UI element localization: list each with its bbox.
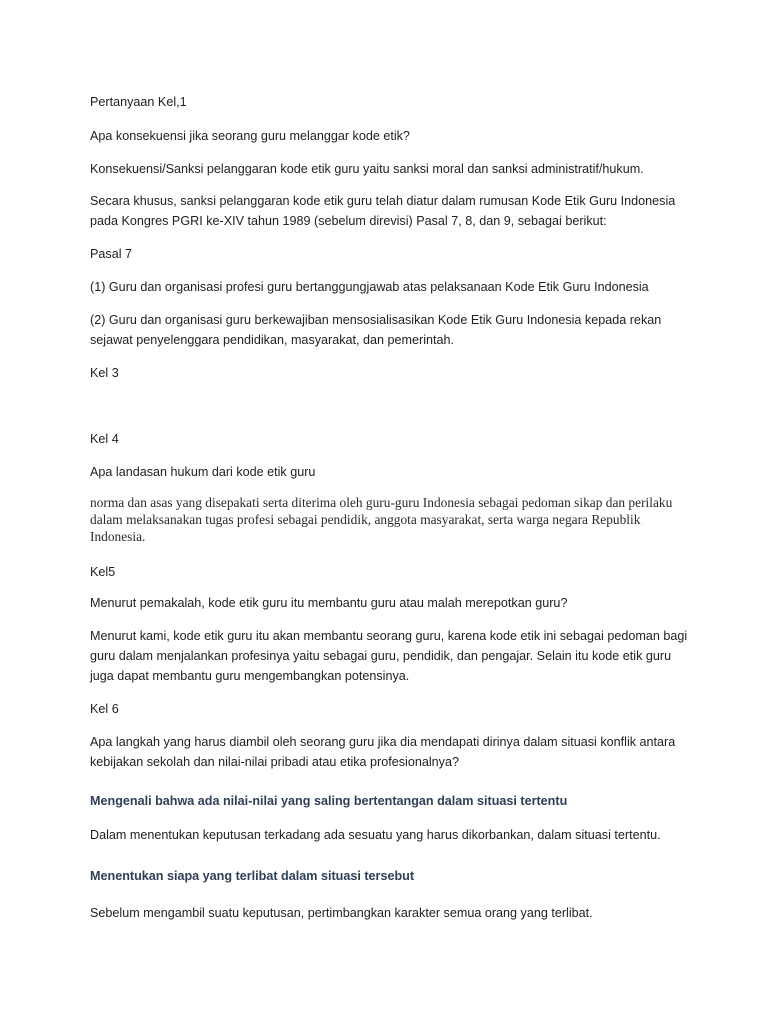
group-4-heading: Kel 4 <box>90 432 119 446</box>
question-1: Apa konsekuensi jika seorang guru melanggar kode etik? <box>90 129 410 143</box>
group-6-heading: Kel 6 <box>90 702 119 716</box>
question-4: Apa landasan hukum dari kode etik guru <box>90 465 316 479</box>
answer-5: Menurut kami, kode etik guru itu akan membantu seorang guru, karena kode etik ini sebagai pedoman bagi guru dalam menjalankan profesinya yaitu sebagai guru, pendidik, dan pengajar. Selain itu kode etik guru juga dapat membantu guru mengembangkan potensinya. <box>90 629 688 683</box>
step-1-text: Dalam menentukan keputusan terkadang ada sesuatu yang harus dikorbankan, dalam situasi tertentu. <box>90 828 661 842</box>
step-2-text: Sebelum mengambil suatu keputusan, pertimbangkan karakter semua orang yang terlibat. <box>90 906 593 920</box>
answer-1-detail: Secara khusus, sanksi pelanggaran kode etik guru telah diatur dalam rumusan Kode Etik Guru Indonesia pada Kongres PGRI ke-XIV tahun 1989 (sebelum direvisi) Pasal 7, 8, dan 9, sebagai berikut: <box>90 194 676 228</box>
step-2-heading: Menentukan siapa yang terlibat dalam situasi tersebut <box>90 869 415 883</box>
answer-1: Konsekuensi/Sanksi pelanggaran kode etik guru yaitu sanksi moral dan sanksi administratif/hukum. <box>90 162 644 176</box>
answer-4: norma dan asas yang disepakati serta diterima oleh guru-guru Indonesia sebagai pedoman sikap dan perilaku dalam melaksanakan tugas profesi sebagai pendidik, anggota masyarakat, serta warga negara Republik Indonesia. <box>90 495 673 544</box>
question-5: Menurut pemakalah, kode etik guru itu membantu guru atau malah merepotkan guru? <box>90 596 568 610</box>
group-1-heading: Pertanyaan Kel,1 <box>90 95 187 109</box>
question-6: Apa langkah yang harus diambil oleh seorang guru jika dia mendapati dirinya dalam situasi konflik antara kebijakan sekolah dan nilai-nilai pribadi atau etika profesionalnya? <box>90 735 676 769</box>
group-3-heading: Kel 3 <box>90 366 119 380</box>
group-5-heading: Kel5 <box>90 565 116 579</box>
step-1-heading: Mengenali bahwa ada nilai-nilai yang saling bertentangan dalam situasi tertentu <box>90 794 568 808</box>
article-7-point-2: (2) Guru dan organisasi guru berkewajiban mensosialisasikan Kode Etik Guru Indonesia kepada rekan sejawat penyelenggara pendidikan, masyarakat, dan pemerintah. <box>90 313 662 347</box>
article-7-point-1: (1) Guru dan organisasi profesi guru bertanggungjawab atas pelaksanaan Kode Etik Guru Indonesia <box>90 280 649 294</box>
article-7-heading: Pasal 7 <box>90 247 133 261</box>
